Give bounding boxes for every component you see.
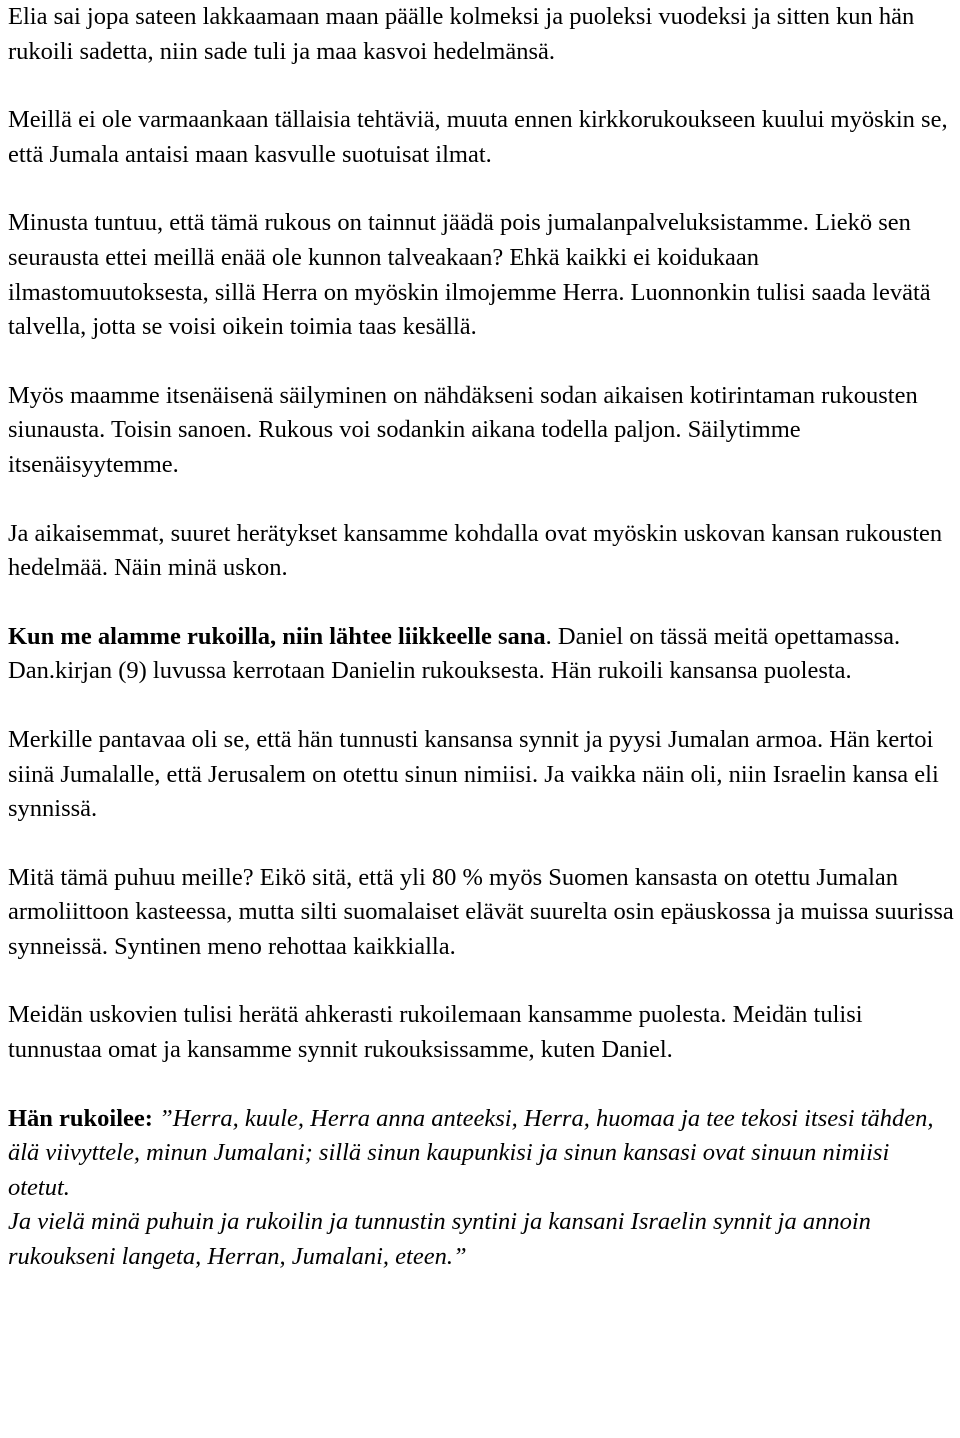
paragraph-text: Mitä tämä puhuu meille? Eikö sitä, että yli 80 % myös Suomen kansasta on otettu Jumalan armoliittoon kasteessa, mutta silti suomalaiset elävät suurelta osin epäuskossa ja muissa suurissa synneissä. Syntinen meno rehottaa kaikkialla. xyxy=(8,863,954,960)
paragraph-kirkkorukous xyxy=(8,103,956,172)
paragraph-tunnustus xyxy=(8,723,956,827)
quote-text-part-2: Ja vielä minä puhuin ja rukoilin ja tunnustin syntini ja kansani Israelin synnit ja annoin rukoukseni langeta, Herran, Jumalani, eteen.” xyxy=(8,1208,871,1271)
bold-lead-text: Kun me alamme rukoilla, niin lähtee liikkeelle sana xyxy=(8,622,546,650)
paragraph-elia xyxy=(8,0,956,69)
paragraph-text: Ja aikaisemmat, suuret herätykset kansamme kohdalla ovat myöskin uskovan kansan rukousten hedelmää. Näin minä uskon. xyxy=(8,519,943,582)
bold-lead-text: Hän rukoilee: xyxy=(8,1104,153,1132)
paragraph-daniel-rukous xyxy=(8,620,956,689)
paragraph-suomen-kansa xyxy=(8,861,956,965)
paragraph-heratykset xyxy=(8,517,956,586)
paragraph-ilmat xyxy=(8,206,956,344)
paragraph-text: Myös maamme itsenäisenä säilyminen on nähdäkseni sodan aikaisen kotirintaman rukousten siunausta. Toisin sanoen. Rukous voi sodankin aikana todella paljon. Säilytimme itsenäisyytemme. xyxy=(8,381,918,478)
paragraph-text: Elia sai jopa sateen lakkaamaan maan päälle kolmeksi ja puoleksi vuodeksi ja sitten kun hän rukoili sadetta, niin sade tuli ja maa kasvoi hedelmänsä. xyxy=(8,3,915,65)
paragraph-text: Minusta tuntuu, että tämä rukous on tainnut jäädä pois jumalanpalveluksistamme. Liekö sen seurausta ettei meillä enää ole kunnon talveakaan? Ehkä kaikki ei koidukaan ilmastomuutoksesta, sillä Herra on myöskin ilmojemme Herra. Luonnonkin tulisi saada levätä talvella, jotta se voisi oikein toimia taas kesällä. xyxy=(8,209,931,341)
paragraph-text: Meillä ei ole varmaankaan tällaisia tehtäviä, muuta ennen kirkkorukoukseen kuului myöskin se, että Jumala antaisi maan kasvulle suotuisat ilmat. xyxy=(8,106,948,168)
paragraph-text: Meidän uskovien tulisi herätä ahkerasti rukoilemaan kansamme puolesta. Meidän tulisi tunnustaa omat ja kansamme synnit rukouksissamme, kuten Daniel. xyxy=(8,1001,863,1064)
paragraph-text: . Daniel on tässä meitä opettamassa. Dan.kirjan (9) luvussa kerrotaan Danielin rukouksesta. Hän rukoili kansansa puolesta. xyxy=(8,622,901,685)
paragraph-itsenaisyys xyxy=(8,379,956,483)
document-page xyxy=(8,0,956,1275)
paragraph-text: Merkille pantavaa oli se, että hän tunnusti kansansa synnit ja pyysi Jumalan armoa. Hän kertoi siinä Jumalalle, että Jerusalem on otettu sinun nimiisi. Ja vaikka näin oli, niin Israelin kansa eli synnissä. xyxy=(8,725,939,823)
paragraph-danielin-rukous-lainaus xyxy=(8,1102,956,1275)
quote-text-part-1: ”Herra, kuule, Herra anna anteeksi, Herra, huomaa ja tee tekosi itsesi tähden, älä viivyttele, minun Jumalani; sillä sinun kaupunkisi ja sinun kansasi ovat sinuun nimiisi otetut. xyxy=(8,1104,934,1201)
paragraph-uskovat xyxy=(8,998,956,1067)
